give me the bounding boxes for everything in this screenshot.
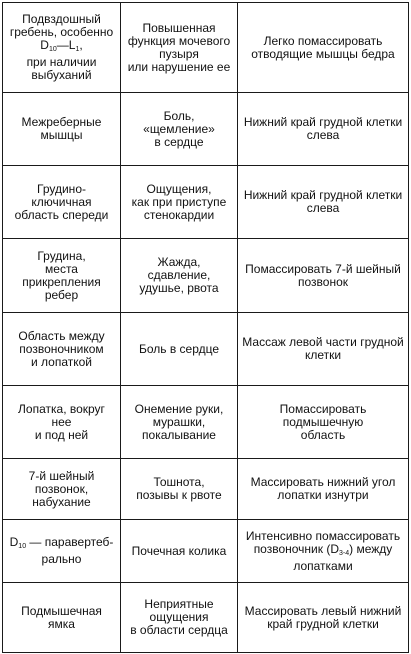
symptom-text: Жажда, сдавление, удушье, рвота [139,255,219,295]
zone-cell [3,93,121,166]
zone-subscript: 1 [75,46,80,53]
symptom-cell [121,520,238,583]
symptom-text: Боль в сердце [138,341,220,356]
symptom-cell [121,166,238,239]
symptom-cell [121,313,238,386]
zone-text: Область между позвоночником и лопаткой [18,328,105,369]
symptom-text: Тошнота, позывы к рвоте [136,475,222,502]
zone-text: Межреберные мышцы [21,115,102,142]
zone-subscript: 10 [18,543,27,550]
table-row [3,520,409,583]
zone-cell [3,166,121,239]
symptom-cell [121,583,238,653]
action-text: Интенсивно помассировать позвоночник (D [245,528,401,556]
table-row [3,93,409,166]
symptom-cell [121,459,238,520]
action-subscript: 3-4 [339,549,350,557]
table-row [3,386,409,459]
action-text: Помассировать 7-й шейный позвонок [245,261,401,289]
zone-cell [3,3,121,93]
zone-text: Грудино-ключичная область спереди [14,181,109,222]
action-text: Нижний край грудной клетки слева [243,115,403,142]
zone-text: Подмышечная ямка [21,603,102,631]
action-cell [238,313,409,386]
zone-text: Подвздошный гребень, особенно D [9,12,114,52]
action-text: Нижний край грудной клетки слева [243,188,403,215]
symptom-text: Боль, «щемление» в сердце [143,108,215,149]
zone-text: Лопатка, вокруг нее и под ней [18,401,105,442]
zone-cell [3,583,121,653]
action-cell [238,93,409,166]
action-cell [238,459,409,520]
action-text: Помассировать подмышечную область [279,401,367,442]
table-row [3,239,409,313]
symptom-text: Неприятные ощущения в области сердца [130,597,228,637]
symptom-text: Повышенная функция мочевого пузыря или нарушение ее [127,20,231,74]
symptom-cell [121,386,238,459]
symptom-text: Почечная колика [131,543,227,558]
table-row [3,583,409,653]
symptom-cell [121,93,238,166]
zone-text: — паравертеб- рально [29,535,114,566]
action-cell [238,166,409,239]
zone-cell [3,239,121,313]
symptom-text: Онемение руки, мурашки, покалывание [134,401,224,442]
table-row [3,459,409,520]
table-row [3,3,409,93]
massage-zones-table [2,2,409,653]
zone-text: D [9,535,19,549]
table-row [3,313,409,386]
action-text: ) между лопатками [293,541,393,573]
zone-cell [3,459,121,520]
action-text: Легко помассировать отводящие мышцы бедра [251,33,395,61]
symptom-cell [121,239,238,313]
action-text: Массировать левый нижний край грудной клетки [244,603,402,631]
action-text: Массировать нижний угол лопатки изнутри [250,475,396,502]
zone-text: Грудина, места прикрепления ребер [22,248,101,302]
action-cell [238,3,409,93]
table-row [3,166,409,239]
zone-text: , при наличии выбуханий [26,38,97,82]
action-cell [238,520,409,583]
zone-text: —L [56,38,76,52]
zone-cell [3,386,121,459]
zone-subscript: 10 [48,46,57,53]
action-cell [238,386,409,459]
action-cell [238,239,409,313]
zone-cell [3,313,121,386]
symptom-cell [121,3,238,93]
action-text: Массаж левой части грудной клетки [242,335,404,362]
zone-cell [3,520,121,583]
zone-text: 7-й шейный позвонок, набухание [28,468,95,509]
action-cell [238,583,409,653]
symptom-text: Ощущения, как при приступе стенокардии [131,181,227,222]
